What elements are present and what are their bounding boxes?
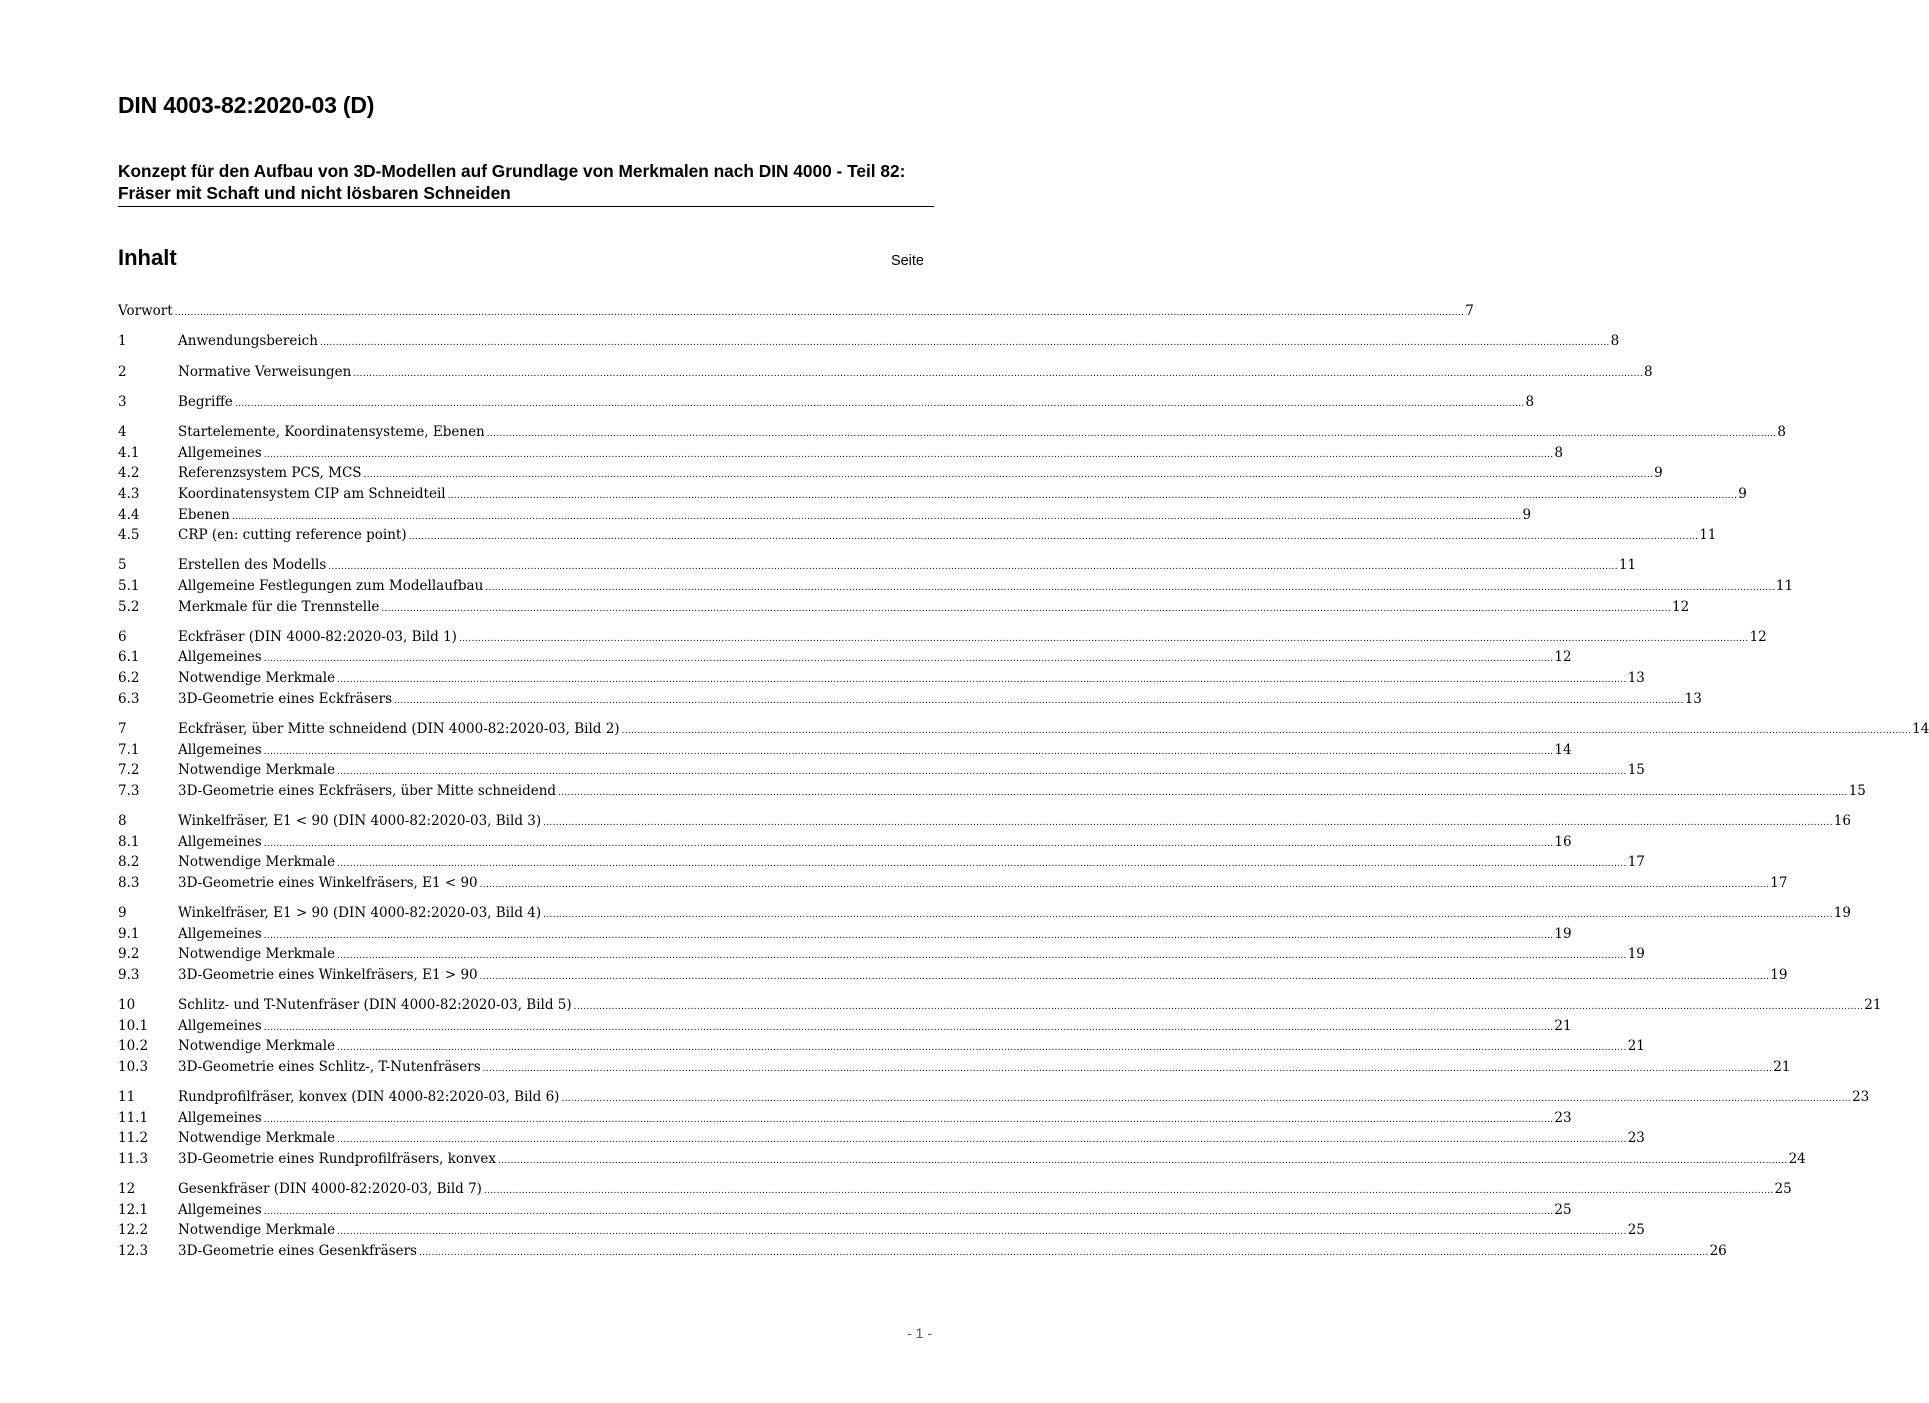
toc-entry-title: Winkelfräser, E1 > 90 (DIN 4000-82:2020-03, Bild 4): [178, 905, 542, 922]
toc-dot-leader: [264, 1018, 1554, 1039]
toc-entry-page: 21: [1627, 1038, 1645, 1055]
toc-entry-number: 10.3: [118, 1058, 149, 1075]
toc-entry[interactable]: [118, 301, 1474, 322]
document-subtitle: Konzept für den Aufbau von 3D-Modellen auf Grundlage von Merkmalen nach DIN 4000 - Teil 82: Fräser mit Schaft und nicht lösbaren Schneiden: [118, 161, 906, 203]
page-number: - 1 -: [907, 1325, 932, 1341]
toc-entry-number: 10.2: [118, 1038, 149, 1055]
toc-dot-leader: [175, 303, 1465, 324]
toc-entry[interactable]: [118, 1087, 1870, 1108]
toc-entry-number: 6.1: [118, 649, 140, 666]
toc-entry-title: Notwendige Merkmale: [178, 854, 336, 871]
toc-dot-leader: [487, 424, 1777, 445]
toc-entry-page: 11: [1618, 557, 1637, 574]
toc-dot-leader: [558, 783, 1848, 804]
toc-entry-number: 11.1: [118, 1109, 149, 1126]
toc-entry-title: Merkmale für die Trennstelle: [178, 598, 380, 615]
toc-entry[interactable]: [118, 924, 1572, 945]
toc-entry-title: Notwendige Merkmale: [178, 1038, 336, 1055]
toc-entry[interactable]: [118, 1057, 1791, 1078]
toc-entry-page: 25: [1774, 1181, 1792, 1198]
toc-entry-title: Allgemeines: [178, 444, 262, 461]
toc-entry-page: 16: [1833, 812, 1851, 829]
toc-dot-leader: [364, 465, 1654, 486]
toc-dot-leader: [394, 691, 1684, 712]
toc-entry-page: 8: [1643, 363, 1653, 380]
toc-dot-leader: [543, 905, 1833, 926]
toc-entry[interactable]: [118, 903, 1851, 924]
toc-entry-number: 7.2: [118, 762, 140, 779]
toc-entry-page: 12: [1554, 649, 1572, 666]
toc-entry[interactable]: [118, 740, 1572, 761]
toc-entry-number: 11.3: [118, 1150, 149, 1167]
toc-entry[interactable]: [118, 832, 1572, 853]
toc-entry-title: CRP (en: cutting reference point): [178, 527, 407, 544]
toc-entry-page: 15: [1627, 762, 1645, 779]
toc-dot-leader: [337, 946, 1627, 967]
toc-entry[interactable]: [118, 719, 1929, 740]
toc-entry-page: 17: [1770, 874, 1788, 891]
toc-entry-number: 5.1: [118, 577, 140, 594]
toc-entry-title: 3D-Geometrie eines Eckfräsers, über Mitte schneidend: [178, 782, 557, 799]
toc-entry[interactable]: [118, 689, 1702, 710]
toc-dot-leader: [320, 333, 1610, 354]
toc-entry-number: 11.2: [118, 1130, 149, 1147]
toc-entry[interactable]: [118, 781, 1866, 802]
toc-dot-leader: [337, 1130, 1627, 1151]
toc-entry-page: 14: [1554, 741, 1572, 758]
toc-entry-title: Normative Verweisungen: [178, 363, 352, 380]
toc-entry-page: 19: [1770, 966, 1788, 983]
toc-entry-number: 2: [118, 363, 127, 380]
toc-entry-page: 23: [1852, 1089, 1870, 1106]
toc-entry[interactable]: [118, 443, 1563, 464]
toc-entry-number: 7: [118, 720, 127, 737]
toc-entry-number: 6: [118, 628, 127, 645]
toc-entry-page: 13: [1627, 670, 1645, 687]
toc-dot-leader: [483, 1059, 1773, 1080]
toc-entry[interactable]: [118, 1149, 1806, 1170]
toc-entry[interactable]: [118, 422, 1786, 443]
toc-entry-page: 7: [1465, 303, 1474, 319]
document-title: DIN 4003-82:2020-03 (D): [118, 92, 375, 118]
toc-entry-page: 9: [1654, 465, 1663, 482]
toc-entry[interactable]: [118, 995, 1882, 1016]
toc-dot-leader: [484, 1181, 1774, 1202]
toc-entry[interactable]: [118, 760, 1645, 781]
toc-entry-page: 19: [1627, 946, 1645, 963]
toc-dot-leader: [498, 1151, 1788, 1172]
toc-entry-title: Notwendige Merkmale: [178, 670, 336, 687]
toc-entry[interactable]: [118, 1200, 1572, 1221]
toc-entry[interactable]: [118, 597, 1690, 618]
toc-entry-page: 17: [1627, 854, 1645, 871]
toc-dot-leader: [337, 670, 1627, 691]
toc-entry-title: Allgemeines: [178, 925, 262, 942]
toc-entry-page: 21: [1864, 997, 1882, 1014]
toc-entry-number: 7.1: [118, 741, 140, 758]
toc-entry-title: Allgemeines: [178, 833, 262, 850]
toc-dot-leader: [264, 649, 1554, 670]
toc-entry-page: 8: [1525, 393, 1535, 410]
toc-entry-title: Begriffe: [178, 393, 233, 410]
toc-entry-number: 4.1: [118, 444, 140, 461]
toc-entry[interactable]: [118, 1108, 1572, 1129]
toc-page-column-label: Seite: [890, 253, 924, 269]
toc-entry-title: Referenzsystem PCS, MCS: [178, 465, 362, 482]
toc-entry-number: 11: [118, 1089, 136, 1106]
toc-entry-page: 25: [1627, 1222, 1645, 1239]
toc-entry[interactable]: [118, 1036, 1645, 1057]
toc-entry[interactable]: [118, 362, 1653, 383]
toc-dot-leader: [337, 1038, 1627, 1059]
toc-entry-page: 9: [1522, 506, 1532, 523]
toc-entry-page: 21: [1554, 1017, 1572, 1034]
toc-entry-title: Allgemeines: [178, 1109, 262, 1126]
toc-entry-page: 24: [1788, 1150, 1806, 1167]
toc-entry-page: 25: [1554, 1201, 1572, 1218]
toc-entry-title: Koordinatensystem CIP am Schneidteil: [178, 485, 446, 502]
toc-dot-leader: [419, 1243, 1709, 1264]
toc-entry-page: 11: [1699, 527, 1717, 544]
toc-entry-title: Schlitz- und T-Nutenfräser (DIN 4000-82:2020-03, Bild 5): [178, 997, 572, 1014]
toc-entry-title: Startelemente, Koordinatensysteme, Ebenen: [178, 424, 485, 441]
toc-dot-leader: [448, 486, 1738, 507]
toc-dot-leader: [337, 1222, 1627, 1243]
toc-entry-title: Erstellen des Modells: [178, 557, 327, 574]
toc-entry-number: 8.1: [118, 833, 140, 850]
toc-entry[interactable]: [118, 852, 1645, 873]
toc-entry-number: 10: [118, 997, 136, 1014]
toc-dot-leader: [264, 834, 1554, 855]
toc-dot-leader: [264, 742, 1554, 763]
toc-entry-page: 8: [1610, 333, 1620, 350]
toc-entry-title: Winkelfräser, E1 < 90 (DIN 4000-82:2020-03, Bild 3): [178, 812, 542, 829]
toc-entry-title: Notwendige Merkmale: [178, 1130, 336, 1147]
toc-entry-title: Anwendungsbereich: [178, 333, 318, 350]
toc-entry-number: 3: [118, 393, 127, 410]
toc-entry-number: 7.3: [118, 782, 140, 799]
toc-entry[interactable]: [118, 1241, 1727, 1262]
toc-entry[interactable]: [118, 944, 1645, 965]
toc-entry-title: Vorwort: [118, 303, 173, 319]
toc-entry-number: 9.2: [118, 946, 140, 963]
toc-entry-page: 19: [1554, 925, 1572, 942]
toc-entry-title: Notwendige Merkmale: [178, 1222, 336, 1239]
toc-entry-title: 3D-Geometrie eines Winkelfräsers, E1 < 90: [178, 874, 478, 891]
toc-dot-leader: [480, 967, 1770, 988]
toc-heading: Inhalt: [118, 245, 177, 270]
toc-dot-leader: [264, 1202, 1554, 1223]
toc-entry-number: 4: [118, 424, 127, 441]
toc-entry-page: 23: [1554, 1109, 1572, 1126]
toc-dot-leader: [574, 997, 1864, 1018]
toc-entry-title: Notwendige Merkmale: [178, 946, 336, 963]
toc-entry[interactable]: [118, 1179, 1792, 1200]
toc-entry-number: 10.1: [118, 1017, 149, 1034]
toc-entry-number: 12.2: [118, 1222, 149, 1239]
toc-entry[interactable]: [118, 668, 1645, 689]
toc-entry-title: Allgemeines: [178, 741, 262, 758]
toc-entry-page: 8: [1777, 424, 1786, 441]
toc-entry[interactable]: [118, 873, 1788, 894]
toc-entry-title: Allgemeines: [178, 1017, 262, 1034]
toc-entry[interactable]: [118, 505, 1532, 526]
toc-entry-number: 8.3: [118, 874, 140, 891]
toc-entry-number: 4.5: [118, 527, 140, 544]
toc-entry-page: 13: [1684, 690, 1702, 707]
toc-entry[interactable]: [118, 484, 1747, 505]
toc-entry[interactable]: [118, 1220, 1645, 1241]
toc-entry-number: 4.2: [118, 465, 140, 482]
table-of-contents: [118, 301, 1929, 1262]
toc-entry-title: 3D-Geometrie eines Winkelfräsers, E1 > 90: [178, 966, 478, 983]
toc-entry-title: Allgemeines: [178, 649, 262, 666]
toc-entry-number: 12.1: [118, 1201, 149, 1218]
toc-entry-title: Eckfräser, über Mitte schneidend (DIN 4000-82:2020-03, Bild 2): [178, 720, 620, 737]
toc-entry[interactable]: [118, 331, 1620, 352]
toc-dot-leader: [264, 926, 1554, 947]
toc-entry-number: 4.3: [118, 485, 140, 502]
toc-entry-title: Allgemeines: [178, 1201, 262, 1218]
toc-entry[interactable]: [118, 1016, 1572, 1037]
toc-entry-title: Rundprofilfräser, konvex (DIN 4000-82:2020-03, Bild 6): [178, 1089, 560, 1106]
toc-entry-page: 16: [1554, 833, 1572, 850]
toc-entry-title: 3D-Geometrie eines Gesenkfräsers: [178, 1243, 417, 1259]
toc-entry-title: Allgemeine Festlegungen zum Modellaufbau: [178, 577, 484, 594]
toc-entry-number: 9.1: [118, 925, 140, 942]
toc-entry[interactable]: [118, 811, 1851, 832]
toc-entry[interactable]: [118, 392, 1535, 413]
toc-entry[interactable]: [118, 1128, 1645, 1149]
toc-entry-title: Ebenen: [178, 506, 230, 523]
toc-entry-page: 12: [1749, 628, 1767, 645]
toc-entry-number: 4.4: [118, 506, 140, 523]
toc-entry-number: 8: [118, 812, 127, 829]
toc-entry-number: 8.2: [118, 854, 140, 871]
toc-entry-title: 3D-Geometrie eines Rundprofilfräsers, konvex: [178, 1150, 496, 1167]
toc-entry-page: 14: [1912, 720, 1929, 737]
toc-entry-page: 15: [1848, 782, 1866, 799]
toc-entry[interactable]: [118, 576, 1794, 597]
toc-dot-leader: [409, 527, 1699, 548]
toc-entry-number: 5: [118, 557, 127, 574]
toc-entry-title: 3D-Geometrie eines Schlitz-, T-Nutenfräsers: [178, 1058, 481, 1075]
toc-dot-leader: [381, 599, 1671, 620]
toc-dot-leader: [337, 762, 1627, 783]
toc-entry-title: 3D-Geometrie eines Eckfräsers: [178, 690, 392, 707]
toc-dot-leader: [353, 364, 1643, 385]
toc-entry[interactable]: [118, 647, 1572, 668]
toc-entry-page: 21: [1773, 1058, 1791, 1075]
toc-entry-page: 9: [1738, 485, 1747, 502]
toc-entry-page: 8: [1554, 444, 1563, 461]
toc-dot-leader: [543, 813, 1833, 834]
toc-dot-leader: [622, 721, 1912, 742]
toc-entry[interactable]: [118, 463, 1663, 484]
toc-entry-number: 12.3: [118, 1243, 149, 1259]
toc-entry-page: 23: [1627, 1130, 1645, 1147]
toc-dot-leader: [561, 1089, 1851, 1110]
toc-dot-leader: [337, 854, 1627, 875]
toc-entry-page: 26: [1709, 1243, 1727, 1259]
toc-dot-leader: [235, 394, 1525, 415]
toc-entry-title: Eckfräser (DIN 4000-82:2020-03, Bild 1): [178, 628, 457, 645]
toc-entry-number: 12: [118, 1181, 136, 1198]
toc-dot-leader: [232, 507, 1522, 528]
toc-entry-number: 5.2: [118, 598, 140, 615]
toc-entry-page: 11: [1775, 577, 1794, 594]
toc-entry[interactable]: [118, 627, 1767, 648]
toc-entry[interactable]: [118, 525, 1717, 546]
toc-dot-leader: [264, 445, 1554, 466]
toc-entry-title: Gesenkfräser (DIN 4000-82:2020-03, Bild 7): [178, 1181, 482, 1198]
toc-entry-title: Notwendige Merkmale: [178, 762, 336, 779]
toc-entry[interactable]: [118, 965, 1788, 986]
toc-dot-leader: [264, 1110, 1554, 1131]
toc-dot-leader: [328, 557, 1618, 578]
toc-dot-leader: [459, 629, 1749, 650]
toc-entry-number: 6.3: [118, 690, 140, 707]
title-divider: [118, 206, 934, 207]
toc-entry-number: 1: [118, 333, 127, 350]
toc-entry[interactable]: [118, 555, 1637, 576]
toc-entry-page: 12: [1672, 598, 1690, 615]
toc-entry-page: 19: [1833, 905, 1851, 922]
toc-dot-leader: [480, 875, 1770, 896]
toc-dot-leader: [485, 578, 1775, 599]
toc-entry-number: 6.2: [118, 670, 140, 687]
toc-entry-number: 9: [118, 905, 127, 922]
toc-entry-number: 9.3: [118, 966, 140, 983]
